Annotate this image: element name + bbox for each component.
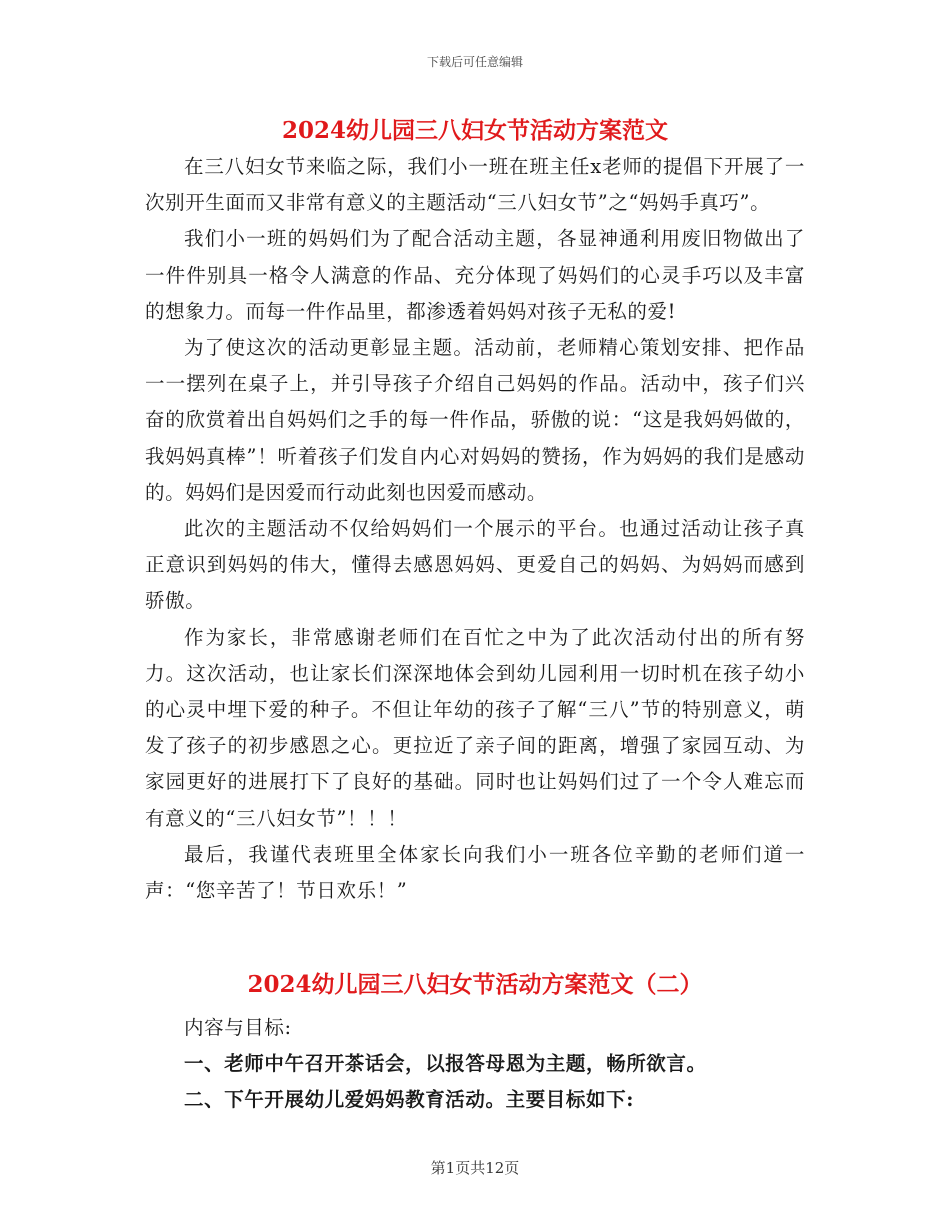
paragraph-2: 我们小一班的妈妈们为了配合活动主题，各显神通利用废旧物做出了一件件别具一格令人满意的作品、充分体现了妈妈们的心灵手巧以及丰富的想象力。而每一件作品里，都渗透着妈妈对孩子无私的爱! xyxy=(145,227,805,323)
section-2-item-1: 一、老师中午召开茶话会，以报答母恩为主题，畅所欲言。 xyxy=(184,1052,707,1076)
paragraph-3: 为了使这次的活动更彰显主题。活动前，老师精心策划安排、把作品一一摆列在桌子上，并引导孩子介绍自己妈妈的作品。活动中，孩子们兴奋的欣赏着出自妈妈们之手的每一件作品，骄傲的说：“这是我妈妈做的，我妈妈真棒”！听着孩子们发自内心对妈妈的赞扬，作为妈妈的我们是感动的。妈妈们是因爱而行动此刻也因爱而感动。 xyxy=(145,336,805,504)
paragraph-6: 最后，我谨代表班里全体家长向我们小一班各位辛勤的老师们道一声：“您辛苦了！节日欢乐！” xyxy=(145,842,805,903)
page-footer: 第1页共12页 xyxy=(430,1159,520,1177)
paragraph-4: 此次的主题活动不仅给妈妈们一个展示的平台。也通过活动让孩子真正意识到妈妈的伟大，懂得去感恩妈妈、更爱自己的妈妈、为妈妈而感到骄傲。 xyxy=(145,517,805,613)
page-header: 下载后可任意编辑 xyxy=(426,55,523,69)
section-2-item-2: 二、下午开展幼儿爱妈妈教育活动。主要目标如下: xyxy=(184,1088,634,1112)
section-1-body xyxy=(145,149,805,909)
section-2-body xyxy=(145,1010,805,1119)
document-title: 2024幼儿园三八妇女节活动方案范文 xyxy=(281,117,668,144)
section-2-title: 2024幼儿园三八妇女节活动方案范文（二） xyxy=(247,971,703,998)
paragraph-5: 作为家长，非常感谢老师们在百忙之中为了此次活动付出的所有努力。这次活动，也让家长们深深地体会到幼儿园利用一切时机在孩子幼小的心灵中埋下爱的种子。不但让年幼的孩子了解“三八”节的特别意义，萌发了孩子的初步感恩之心。更拉近了亲子间的距离，增强了家园互动、为家园更好的进展打下了良好的基础。同时也让妈妈们过了一个令人难忘而有意义的“三八妇女节”！！！ xyxy=(145,625,805,830)
section-2-intro: 内容与目标: xyxy=(184,1016,292,1039)
paragraph-1: 在三八妇女节来临之际，我们小一班在班主任x老师的提倡下开展了一次别开生面而又非常有意义的主题活动“三八妇女节”之“妈妈手真巧”。 xyxy=(145,155,805,215)
